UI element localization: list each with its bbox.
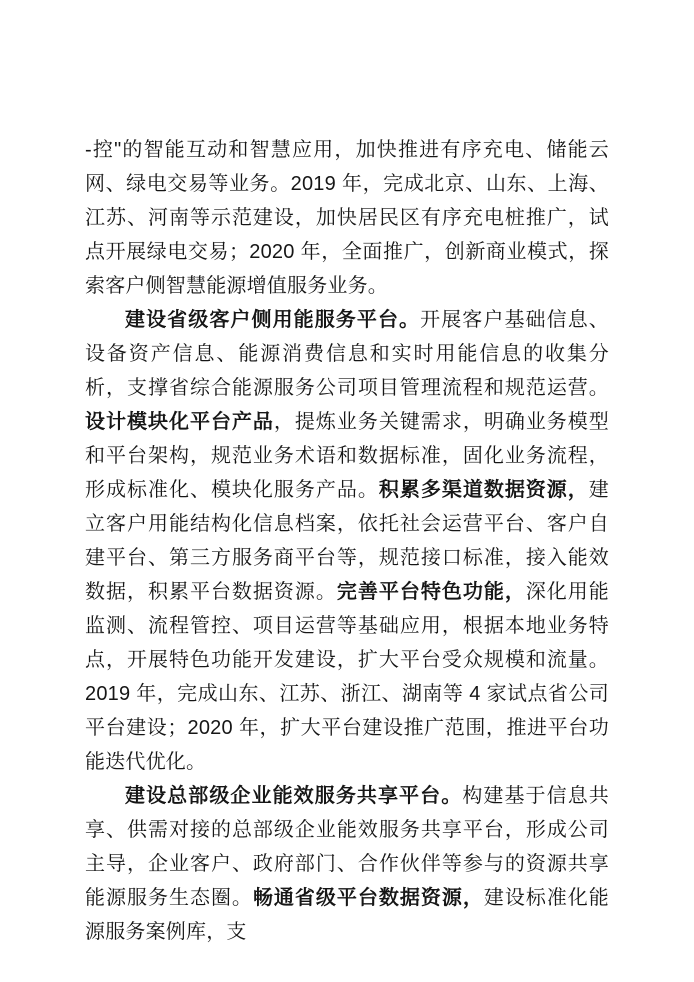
- text-run: -控"的智能互动和智慧应用，加快推进有序充电、储能云网、绿电交易等业务。2019 年，完成北京、山东、上海、江苏、河南等示范建设，加快居民区有序充电桩推广，试点开展绿电交易；2020 年，全面推广，创新商业模式，探索客户侧智慧能源增值服务业务。: [85, 139, 609, 297]
- bold-text-run: 完善平台特色功能，: [336, 581, 526, 603]
- bold-text-run: 建设总部级企业能效服务共享平台。: [125, 785, 463, 807]
- paragraph: [85, 303, 609, 779]
- bold-text-run: 建设省级客户侧用能服务平台。: [125, 309, 421, 331]
- paragraph: [85, 779, 609, 949]
- bold-text-run: 畅通省级平台数据资源，: [252, 887, 484, 909]
- bold-text-run: 设计模块化平台产品: [85, 411, 274, 433]
- text-run: 开展客户基础信息、设备资产信息、能源消费信息和实时用能信息的收集分析，支撑省综合能源服务公司项目管理流程和规范运营。: [85, 309, 609, 399]
- document-body: [85, 133, 609, 949]
- text-run: 建立客户用能结构化信息档案，依托社会运营平台、客户自建平台、第三方服务商平台等，规范接口标准，接入能效数据，积累平台数据资源。: [85, 479, 609, 603]
- text-run: 深化用能监测、流程管控、项目运营等基础应用，根据本地业务特点，开展特色功能开发建设，扩大平台受众规模和流量。2019 年，完成山东、江苏、浙江、湖南等 4 家试点省公司平台建设；2020 年，扩大平台建设推广范围，推进平台功能迭代优化。: [85, 581, 609, 773]
- bold-text-run: 积累多渠道数据资源，: [378, 479, 589, 501]
- text-run: 建设标准化能源服务案例库，支: [85, 887, 609, 943]
- text-run: ，提炼业务关键需求，明确业务模型和平台架构，规范业务术语和数据标准，固化业务流程，形成标准化、模块化服务产品。: [85, 411, 609, 501]
- text-run: 构建基于信息共享、供需对接的总部级企业能效服务共享平台，形成公司主导，企业客户、政府部门、合作伙伴等参与的资源共享能源服务生态圈。: [85, 785, 610, 909]
- paragraph: [85, 133, 609, 303]
